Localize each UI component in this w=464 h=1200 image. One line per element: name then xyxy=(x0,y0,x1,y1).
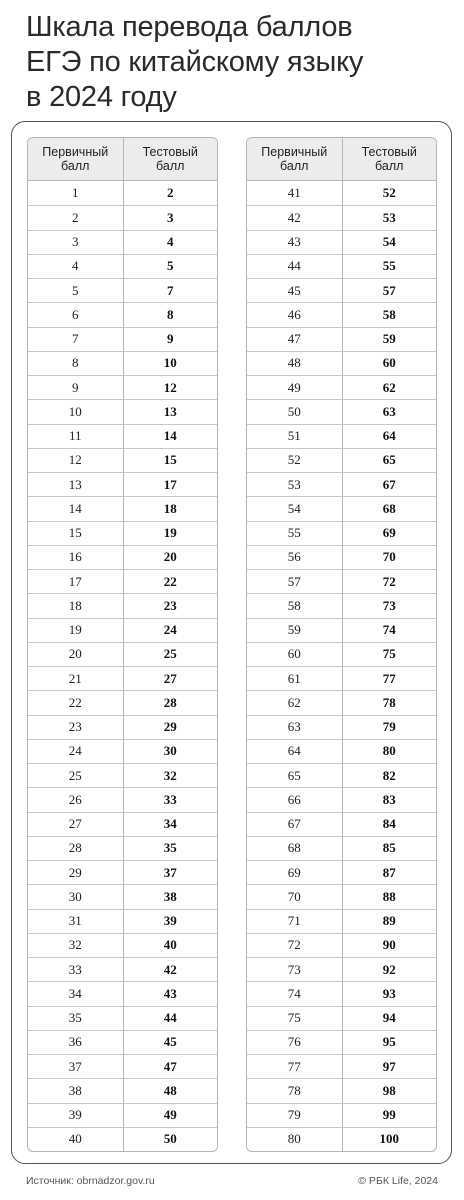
primary-score-cell: 20 xyxy=(68,646,82,662)
primary-score-cell: 32 xyxy=(68,937,82,953)
test-score-cell: 3 xyxy=(123,206,218,229)
primary-score-cell: 46 xyxy=(287,306,301,322)
table-row xyxy=(28,521,217,545)
test-score-cell: 95 xyxy=(342,1031,437,1054)
table-row xyxy=(28,909,217,933)
primary-score-cell: 60 xyxy=(287,646,301,662)
table-row xyxy=(247,1006,436,1030)
test-score-cell: 94 xyxy=(342,1007,437,1030)
test-score-cell: 9 xyxy=(123,328,218,351)
test-score-cell: 47 xyxy=(123,1055,218,1078)
primary-score-cell: 64 xyxy=(287,743,301,759)
test-score-cell: 93 xyxy=(342,982,437,1005)
table-row xyxy=(247,812,436,836)
table-header xyxy=(28,138,217,181)
table-row xyxy=(247,375,436,399)
table-row xyxy=(247,278,436,302)
table-row xyxy=(28,690,217,714)
test-score-cell: 77 xyxy=(342,667,437,690)
test-score-cell: 89 xyxy=(342,910,437,933)
table-row xyxy=(247,181,436,205)
table-row xyxy=(28,666,217,690)
table-row xyxy=(247,302,436,326)
table-row xyxy=(247,230,436,254)
test-score-cell: 42 xyxy=(123,958,218,981)
table-row xyxy=(28,1006,217,1030)
primary-score-cell: 10 xyxy=(68,403,82,419)
primary-score-cell: 51 xyxy=(287,428,301,444)
table-row xyxy=(28,181,217,205)
primary-score-cell: 44 xyxy=(287,258,301,274)
test-score-cell: 7 xyxy=(123,279,218,302)
table-row xyxy=(247,933,436,957)
copyright-note: © РБК Life, 2024 xyxy=(358,1175,438,1187)
primary-score-cell: 24 xyxy=(68,743,82,759)
test-score-cell: 30 xyxy=(123,740,218,763)
test-score-cell: 40 xyxy=(123,934,218,957)
primary-score-cell: 14 xyxy=(68,500,82,516)
primary-score-cell: 54 xyxy=(287,500,301,516)
header-test-score: Тестовый балл xyxy=(123,138,218,180)
table-row xyxy=(247,836,436,860)
primary-score-cell: 28 xyxy=(68,840,82,856)
test-score-cell: 92 xyxy=(342,958,437,981)
table-row xyxy=(28,302,217,326)
table-row xyxy=(247,593,436,617)
test-score-cell: 4 xyxy=(123,231,218,254)
primary-score-cell: 73 xyxy=(287,961,301,977)
primary-score-cell: 67 xyxy=(287,816,301,832)
test-score-cell: 82 xyxy=(342,764,437,787)
test-score-cell: 53 xyxy=(342,206,437,229)
table-row xyxy=(28,860,217,884)
title-line-1: Шкала перевода баллов xyxy=(26,11,353,43)
primary-score-cell: 26 xyxy=(68,791,82,807)
table-row xyxy=(28,763,217,787)
table-row xyxy=(28,715,217,739)
test-score-cell: 45 xyxy=(123,1031,218,1054)
test-score-cell: 99 xyxy=(342,1104,437,1127)
test-score-cell: 90 xyxy=(342,934,437,957)
test-score-cell: 39 xyxy=(123,910,218,933)
test-score-cell: 23 xyxy=(123,594,218,617)
test-score-cell: 5 xyxy=(123,255,218,278)
test-score-cell: 49 xyxy=(123,1104,218,1127)
table-row xyxy=(247,715,436,739)
table-row xyxy=(247,1103,436,1127)
test-score-cell: 43 xyxy=(123,982,218,1005)
primary-score-cell: 80 xyxy=(287,1131,301,1147)
primary-score-cell: 21 xyxy=(68,670,82,686)
table-row xyxy=(28,884,217,908)
table-row xyxy=(28,545,217,569)
primary-score-cell: 33 xyxy=(68,961,82,977)
title-line-2: ЕГЭ по китайскому языку xyxy=(26,46,364,78)
test-score-cell: 27 xyxy=(123,667,218,690)
test-score-cell: 8 xyxy=(123,303,218,326)
primary-score-cell: 42 xyxy=(287,209,301,225)
table-row xyxy=(28,496,217,520)
primary-score-cell: 48 xyxy=(287,355,301,371)
test-score-cell: 48 xyxy=(123,1079,218,1102)
test-score-cell: 19 xyxy=(123,522,218,545)
table-row xyxy=(28,1030,217,1054)
table-row xyxy=(247,884,436,908)
table-row xyxy=(247,981,436,1005)
table-row xyxy=(247,351,436,375)
test-score-cell: 54 xyxy=(342,231,437,254)
primary-score-cell: 19 xyxy=(68,622,82,638)
primary-score-cell: 79 xyxy=(287,1107,301,1123)
header-primary-score: Первичный балл xyxy=(42,145,109,173)
primary-score-cell: 3 xyxy=(72,234,79,250)
source-note: Источник: obrnadzor.gov.ru xyxy=(26,1175,155,1187)
table-row xyxy=(247,1078,436,1102)
table-row xyxy=(247,472,436,496)
primary-score-cell: 56 xyxy=(287,549,301,565)
table-row xyxy=(247,618,436,642)
test-score-cell: 13 xyxy=(123,400,218,423)
primary-score-cell: 70 xyxy=(287,888,301,904)
table-row xyxy=(28,399,217,423)
table-row xyxy=(28,278,217,302)
test-score-cell: 84 xyxy=(342,813,437,836)
table-row xyxy=(247,642,436,666)
table-row xyxy=(28,375,217,399)
primary-score-cell: 45 xyxy=(287,282,301,298)
primary-score-cell: 17 xyxy=(68,573,82,589)
table-row xyxy=(28,787,217,811)
table-row xyxy=(247,521,436,545)
table-row xyxy=(28,933,217,957)
test-score-cell: 73 xyxy=(342,594,437,617)
header-primary-score: Первичный балл xyxy=(261,145,328,173)
test-score-cell: 22 xyxy=(123,570,218,593)
primary-score-cell: 1 xyxy=(72,185,79,201)
title-line-3: в 2024 году xyxy=(26,81,177,113)
table-row xyxy=(28,472,217,496)
table-row xyxy=(28,205,217,229)
test-score-cell: 97 xyxy=(342,1055,437,1078)
table-row xyxy=(28,957,217,981)
table-body xyxy=(28,181,217,1151)
table-row xyxy=(28,1078,217,1102)
test-score-cell: 38 xyxy=(123,885,218,908)
test-score-cell: 14 xyxy=(123,425,218,448)
test-score-cell: 15 xyxy=(123,449,218,472)
test-score-cell: 12 xyxy=(123,376,218,399)
table-row xyxy=(247,909,436,933)
primary-score-cell: 72 xyxy=(287,937,301,953)
table-row xyxy=(28,1054,217,1078)
table-row xyxy=(247,254,436,278)
primary-score-cell: 31 xyxy=(68,913,82,929)
primary-score-cell: 35 xyxy=(68,1010,82,1026)
table-row xyxy=(28,1127,217,1151)
table-row xyxy=(28,327,217,351)
primary-score-cell: 11 xyxy=(68,428,82,444)
primary-score-cell: 71 xyxy=(287,913,301,929)
table-row xyxy=(28,618,217,642)
test-score-cell: 10 xyxy=(123,352,218,375)
table-row xyxy=(247,860,436,884)
test-score-cell: 37 xyxy=(123,861,218,884)
test-score-cell: 98 xyxy=(342,1079,437,1102)
primary-score-cell: 23 xyxy=(68,719,82,735)
test-score-cell: 100 xyxy=(342,1128,437,1151)
table-row xyxy=(247,763,436,787)
table-row xyxy=(247,545,436,569)
test-score-cell: 52 xyxy=(342,181,437,205)
primary-score-cell: 59 xyxy=(287,622,301,638)
primary-score-cell: 63 xyxy=(287,719,301,735)
score-table-card xyxy=(11,121,452,1164)
primary-score-cell: 39 xyxy=(68,1107,82,1123)
table-row xyxy=(247,739,436,763)
primary-score-cell: 78 xyxy=(287,1082,301,1098)
test-score-cell: 60 xyxy=(342,352,437,375)
primary-score-cell: 62 xyxy=(287,694,301,710)
table-row xyxy=(28,230,217,254)
table-row xyxy=(28,981,217,1005)
test-score-cell: 32 xyxy=(123,764,218,787)
primary-score-cell: 50 xyxy=(287,403,301,419)
test-score-cell: 55 xyxy=(342,255,437,278)
primary-score-cell: 6 xyxy=(72,306,79,322)
test-score-cell: 79 xyxy=(342,716,437,739)
test-score-cell: 83 xyxy=(342,788,437,811)
table-row xyxy=(247,569,436,593)
primary-score-cell: 34 xyxy=(68,985,82,1001)
test-score-cell: 57 xyxy=(342,279,437,302)
test-score-cell: 44 xyxy=(123,1007,218,1030)
test-score-cell: 75 xyxy=(342,643,437,666)
primary-score-cell: 61 xyxy=(287,670,301,686)
primary-score-cell: 16 xyxy=(68,549,82,565)
primary-score-cell: 15 xyxy=(68,525,82,541)
primary-score-cell: 74 xyxy=(287,985,301,1001)
primary-score-cell: 2 xyxy=(72,209,79,225)
test-score-cell: 35 xyxy=(123,837,218,860)
primary-score-cell: 68 xyxy=(287,840,301,856)
primary-score-cell: 43 xyxy=(287,234,301,250)
table-row xyxy=(247,448,436,472)
test-score-cell: 72 xyxy=(342,570,437,593)
table-row xyxy=(28,448,217,472)
primary-score-cell: 29 xyxy=(68,864,82,880)
table-row xyxy=(28,593,217,617)
test-score-cell: 88 xyxy=(342,885,437,908)
primary-score-cell: 27 xyxy=(68,816,82,832)
primary-score-cell: 22 xyxy=(68,694,82,710)
page-title xyxy=(26,10,446,115)
table-row xyxy=(247,399,436,423)
primary-score-cell: 40 xyxy=(68,1131,82,1147)
primary-score-cell: 77 xyxy=(287,1058,301,1074)
table-row xyxy=(247,424,436,448)
test-score-cell: 17 xyxy=(123,473,218,496)
table-row xyxy=(247,787,436,811)
primary-score-cell: 76 xyxy=(287,1034,301,1050)
table-header xyxy=(247,138,436,181)
test-score-cell: 25 xyxy=(123,643,218,666)
header-test-score: Тестовый балл xyxy=(342,138,437,180)
test-score-cell: 85 xyxy=(342,837,437,860)
test-score-cell: 28 xyxy=(123,691,218,714)
primary-score-cell: 53 xyxy=(287,476,301,492)
test-score-cell: 24 xyxy=(123,619,218,642)
primary-score-cell: 13 xyxy=(68,476,82,492)
table-row xyxy=(247,327,436,351)
table-row xyxy=(247,205,436,229)
test-score-cell: 59 xyxy=(342,328,437,351)
table-row xyxy=(28,1103,217,1127)
score-table-left xyxy=(27,137,218,1152)
primary-score-cell: 49 xyxy=(287,379,301,395)
table-row xyxy=(247,957,436,981)
primary-score-cell: 66 xyxy=(287,791,301,807)
table-row xyxy=(28,351,217,375)
primary-score-cell: 25 xyxy=(68,767,82,783)
table-row xyxy=(247,1054,436,1078)
test-score-cell: 34 xyxy=(123,813,218,836)
primary-score-cell: 9 xyxy=(72,379,79,395)
test-score-cell: 29 xyxy=(123,716,218,739)
primary-score-cell: 37 xyxy=(68,1058,82,1074)
test-score-cell: 67 xyxy=(342,473,437,496)
table-row xyxy=(247,666,436,690)
table-row xyxy=(247,690,436,714)
table-row xyxy=(28,642,217,666)
test-score-cell: 74 xyxy=(342,619,437,642)
primary-score-cell: 5 xyxy=(72,282,79,298)
test-score-cell: 70 xyxy=(342,546,437,569)
table-body xyxy=(247,181,436,1151)
table-row xyxy=(28,739,217,763)
primary-score-cell: 38 xyxy=(68,1082,82,1098)
table-row xyxy=(28,569,217,593)
primary-score-cell: 4 xyxy=(72,258,79,274)
primary-score-cell: 41 xyxy=(287,185,301,201)
table-row xyxy=(28,254,217,278)
primary-score-cell: 69 xyxy=(287,864,301,880)
table-row xyxy=(247,1030,436,1054)
score-table-right xyxy=(246,137,437,1152)
primary-score-cell: 57 xyxy=(287,573,301,589)
test-score-cell: 33 xyxy=(123,788,218,811)
primary-score-cell: 7 xyxy=(72,331,79,347)
test-score-cell: 69 xyxy=(342,522,437,545)
test-score-cell: 62 xyxy=(342,376,437,399)
table-row xyxy=(28,812,217,836)
test-score-cell: 63 xyxy=(342,400,437,423)
primary-score-cell: 65 xyxy=(287,767,301,783)
primary-score-cell: 30 xyxy=(68,888,82,904)
primary-score-cell: 47 xyxy=(287,331,301,347)
primary-score-cell: 18 xyxy=(68,597,82,613)
test-score-cell: 65 xyxy=(342,449,437,472)
primary-score-cell: 58 xyxy=(287,597,301,613)
test-score-cell: 18 xyxy=(123,497,218,520)
primary-score-cell: 8 xyxy=(72,355,79,371)
primary-score-cell: 12 xyxy=(68,452,82,468)
primary-score-cell: 36 xyxy=(68,1034,82,1050)
table-row xyxy=(247,1127,436,1151)
test-score-cell: 2 xyxy=(123,181,218,205)
table-row xyxy=(247,496,436,520)
test-score-cell: 50 xyxy=(123,1128,218,1151)
table-row xyxy=(28,424,217,448)
table-row xyxy=(28,836,217,860)
test-score-cell: 78 xyxy=(342,691,437,714)
test-score-cell: 64 xyxy=(342,425,437,448)
primary-score-cell: 55 xyxy=(287,525,301,541)
test-score-cell: 80 xyxy=(342,740,437,763)
test-score-cell: 68 xyxy=(342,497,437,520)
primary-score-cell: 52 xyxy=(287,452,301,468)
test-score-cell: 20 xyxy=(123,546,218,569)
test-score-cell: 87 xyxy=(342,861,437,884)
test-score-cell: 58 xyxy=(342,303,437,326)
primary-score-cell: 75 xyxy=(287,1010,301,1026)
